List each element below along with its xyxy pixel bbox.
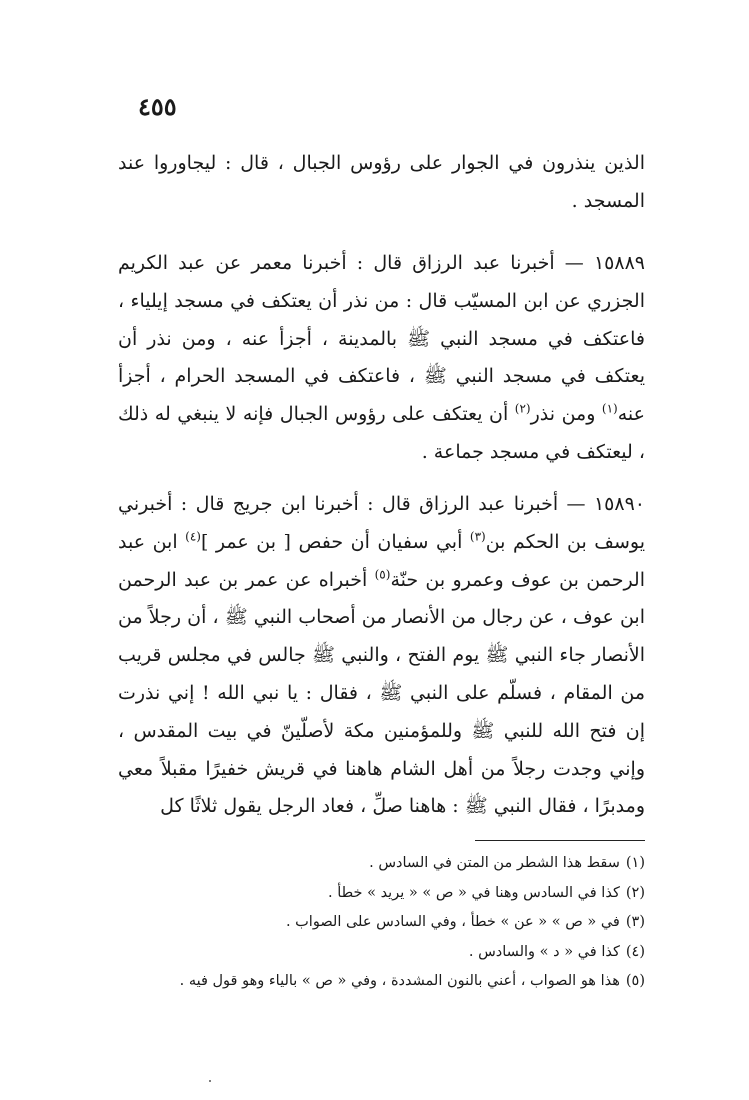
footnote-3 (150, 908, 645, 938)
footnote-text: هذا هو الصواب ، أعني بالنون المشددة ، وفي « ص » بالياء وهو قول فيه . (179, 973, 620, 989)
footnote-4 (150, 938, 645, 968)
hadith-15889-part3: أن يعتكف على رؤوس الجبال فإنه لا ينبغي له ذلك ، ليعتكف في مسجد جماعة . (118, 403, 645, 463)
page-number: ٤٥٥ (138, 92, 177, 121)
hadith-15889-part2: ومن نذر (530, 403, 602, 426)
footnotes (150, 849, 645, 997)
footnote-number: (٥) (625, 973, 645, 989)
intro-paragraph (118, 145, 645, 221)
footnote-ref-4: (٤) (185, 529, 201, 544)
footnote-text: في « ص » « عن » خطأ ، وفي السادس على الصواب . (285, 914, 620, 930)
footnote-number: (١) (625, 855, 645, 871)
hadith-15889-part1: ١٥٨٨٩ — أخبرنا عبد الرزاق قال : أخبرنا معمر عن عبد الكريم الجزري عن ابن المسيّب قال : من نذر أن يعتكف في مسجد إيلياء ، فاعتكف في مسجد النبي ﷺ بالمدينة ، أجزأ عنه ، ومن نذر أن يعتكف في مسجد النبي ﷺ ، فاعتكف في المسجد الحرام ، أجزأ عنه (118, 252, 645, 426)
hadith-15890-text (118, 486, 645, 826)
hadith-15889-paragraph (118, 245, 645, 472)
hadith-15890-part3: ابن عبد الرحمن بن عوف وعمرو بن حنّة (118, 530, 645, 591)
footnote-number: (٤) (625, 943, 645, 960)
footnote-number: (٢) (625, 884, 645, 901)
hadith-15890-part4: أخبراه عن عمر بن عبد الرحمن ابن عوف ، عن رجال من الأنصار من أصحاب النبي ﷺ ، أن رجلاً من الأنصار جاء النبي ﷺ يوم الفتح ، والنبي ﷺ جالس في مجلس قريب من المقام ، فسلّم على النبي ﷺ ، فقال : يا نبي الله ! إني نذرت إن فتح الله للنبي ﷺ وللمؤمنين مكة لأصلّينّ في بيت المقدس ، وإني وجدت رجلاً من أهل الشام هاهنا في قريش خفيرًا مقبلاً معي ومدبرًا ، فقال النبي ﷺ : هاهنا صلِّ ، فعاد الرجل يقول ثلاثًا كل (118, 568, 645, 818)
hadith-15890-part1: ١٥٨٩٠ — أخبرنا عبد الرزاق قال : أخبرنا ابن جريج قال : أخبرني يوسف بن الحكم بن (118, 493, 645, 553)
footnote-number: (٣) (625, 914, 645, 930)
footnote-divider (475, 840, 645, 841)
footnote-text: كذا في السادس وهنا في « ص » « يريد » خطأ . (327, 884, 620, 901)
hadith-15890-part2: أبي سفيان أن حفص [ بن عمر ] (200, 530, 470, 553)
footnote-2 (150, 879, 645, 909)
footnote-ref-3: (٣) (469, 529, 486, 544)
footnote-text: كذا في « د » والسادس . (468, 943, 620, 960)
intro-text: الذين ينذرون في الجوار على رؤوس الجبال ، قال : ليجاوروا عند المسجد . (118, 152, 645, 212)
footnote-5 (150, 967, 645, 997)
hadith-15889-text (118, 245, 645, 472)
print-speck (209, 1080, 211, 1082)
footnote-ref-2: (٢) (514, 401, 531, 416)
footnote-ref-5: (٥) (374, 567, 391, 582)
footnote-1 (150, 849, 645, 879)
footnote-ref-1: (١) (601, 401, 618, 416)
hadith-15890-paragraph (118, 486, 645, 826)
footnote-text: سقط هذا الشطر من المتن في السادس . (369, 855, 620, 871)
